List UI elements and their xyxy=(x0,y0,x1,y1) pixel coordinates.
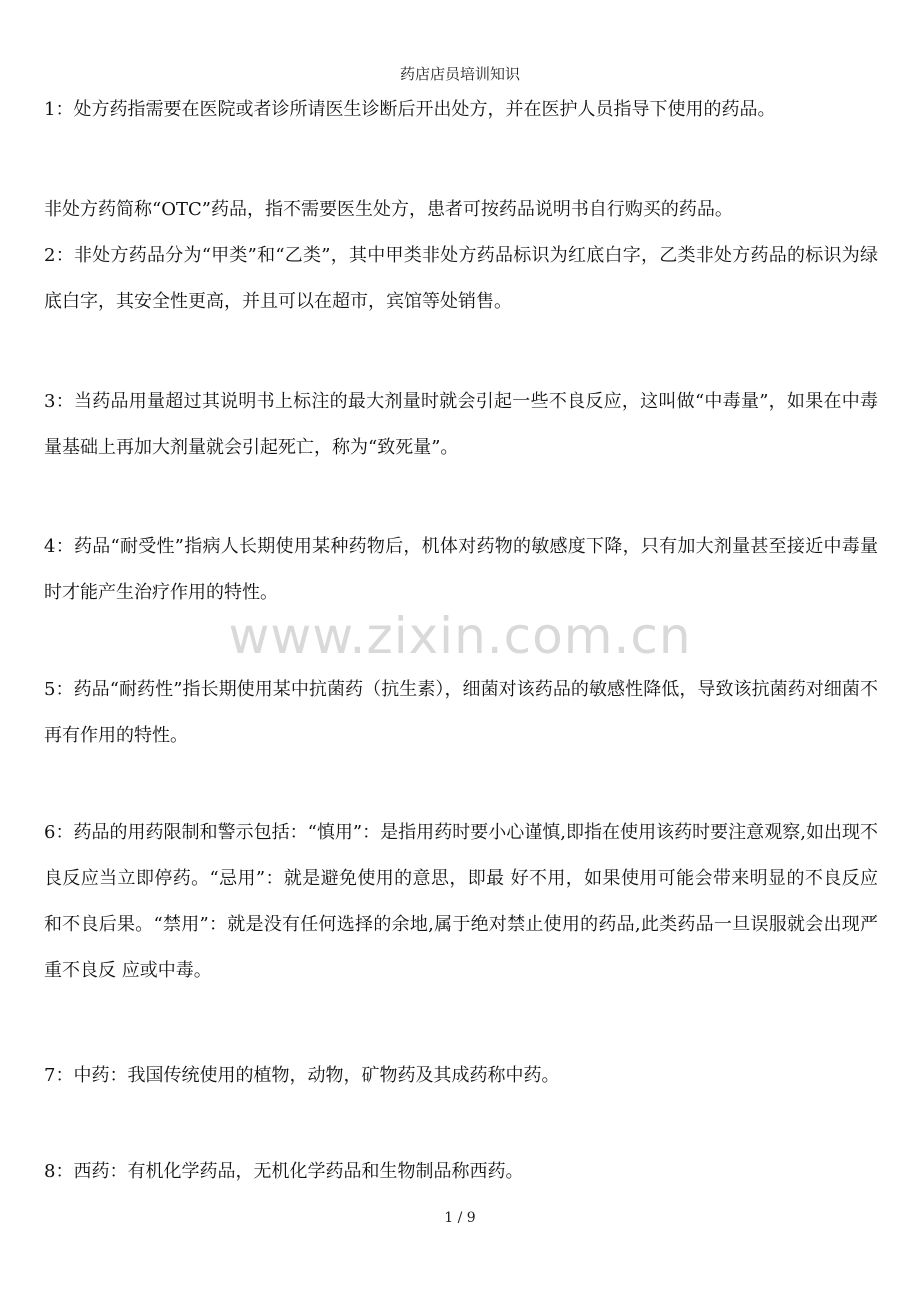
paragraph-8: 8：西药：有机化学药品，无机化学药品和生物制品称西药。 xyxy=(44,1161,524,1182)
paragraph-2: 2：非处方药品分为“甲类”和“乙类”，其中甲类非处方药品标识为红底白字，乙类非处方药品的标识为绿底白字，其安全性更高，并且可以在超市，宾馆等处销售。 xyxy=(44,245,878,312)
page-number: 1 / 9 xyxy=(444,1210,476,1226)
watermark: www.zixin.com.cn xyxy=(228,607,692,665)
paragraph-4: 4：药品“耐受性”指病人长期使用某种药物后，机体对药物的敏感度下降，只有加大剂量甚至接近中毒量时才能产生治疗作用的特性。 xyxy=(44,536,878,603)
paragraph-otc: 非处方药简称“OTC”药品，指不需要医生处方，患者可按药品说明书自行购买的药品。 xyxy=(44,199,733,220)
paragraph-3: 3：当药品用量超过其说明书上标注的最大剂量时就会引起一些不良反应，这叫做“中毒量”，如果在中毒量基础上再加大剂量就会引起死亡，称为“致死量”。 xyxy=(44,391,878,458)
paragraph-6: 6：药品的用药限制和警示包括：“慎用”：是指用药时要小心谨慎,即指在使用该药时要注意观察,如出现不良反应当立即停药。“忌用”：就是避免使用的意思，即最 好不用，如果使用可能会带来明显的不良反应和不良后果。“禁用”：就是没有任何选择的余地,属于绝对禁止使用的药品,此类药品一旦误服就会出现严重不良反 应或中毒。 xyxy=(44,822,878,981)
paragraph-5: 5：药品“耐药性”指长期使用某中抗菌药（抗生素），细菌对该药品的敏感性降低，导致该抗菌药对细菌不再有作用的特性。 xyxy=(44,679,878,746)
paragraph-7: 7：中药：我国传统使用的植物，动物，矿物药及其成药称中药。 xyxy=(44,1065,560,1086)
page-header: 药店店员培训知识 xyxy=(399,65,520,83)
paragraph-1: 1：处方药指需要在医院或者诊所请医生诊断后开出处方，并在医护人员指导下使用的药品。 xyxy=(44,99,776,120)
